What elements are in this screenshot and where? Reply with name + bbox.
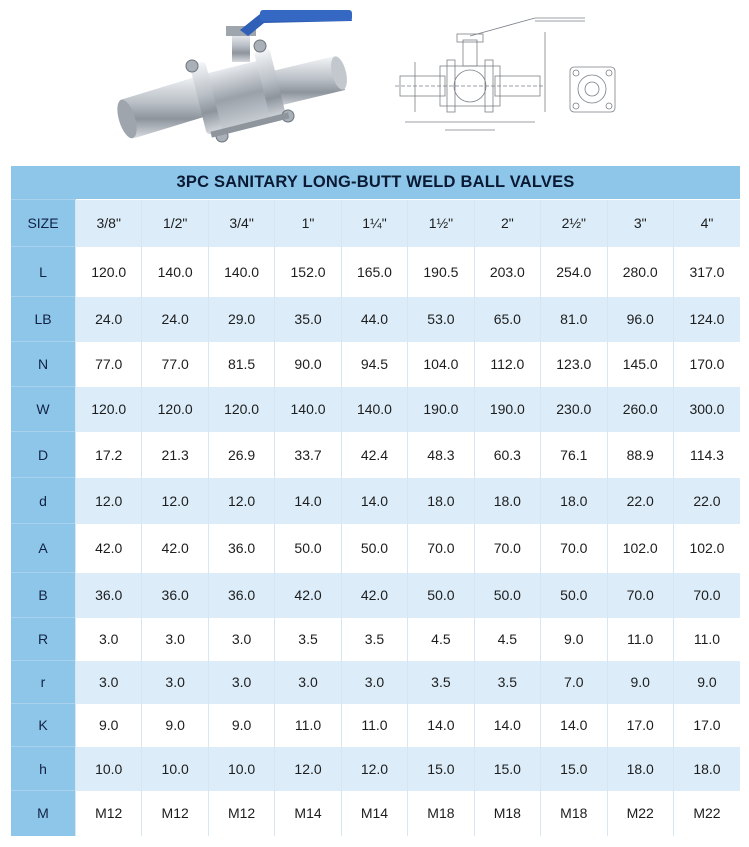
- value-cell: M12: [76, 791, 142, 836]
- value-cell: 11.0: [607, 618, 673, 661]
- value-cell: 42.0: [142, 524, 208, 573]
- value-cell: 60.3: [474, 432, 540, 478]
- value-cell: 35.0: [275, 297, 341, 342]
- value-cell: 48.3: [408, 432, 474, 478]
- value-cell: 3.5: [474, 661, 540, 704]
- size-cell: 3/4": [208, 200, 274, 247]
- value-cell: 65.0: [474, 297, 540, 342]
- value-cell: 36.0: [76, 573, 142, 618]
- value-cell: 140.0: [341, 387, 407, 432]
- value-cell: 9.0: [541, 618, 607, 661]
- table-row: [11, 791, 740, 836]
- value-cell: 114.3: [673, 432, 740, 478]
- value-cell: 42.0: [275, 573, 341, 618]
- value-cell: 70.0: [607, 573, 673, 618]
- value-cell: 3.0: [275, 661, 341, 704]
- value-cell: 70.0: [673, 573, 740, 618]
- value-cell: 22.0: [607, 478, 673, 524]
- value-cell: 10.0: [76, 747, 142, 791]
- value-cell: 42.4: [341, 432, 407, 478]
- table-row: [11, 661, 740, 704]
- row-label: r: [11, 661, 76, 704]
- value-cell: 317.0: [673, 247, 740, 297]
- row-label: N: [11, 342, 76, 387]
- table-row: [11, 478, 740, 524]
- value-cell: 14.0: [341, 478, 407, 524]
- value-cell: 9.0: [607, 661, 673, 704]
- value-cell: 12.0: [76, 478, 142, 524]
- table-row: [11, 247, 740, 297]
- value-cell: 152.0: [275, 247, 341, 297]
- value-cell: 12.0: [142, 478, 208, 524]
- row-label: W: [11, 387, 76, 432]
- value-cell: 50.0: [474, 573, 540, 618]
- value-cell: 140.0: [275, 387, 341, 432]
- value-cell: 3.0: [142, 661, 208, 704]
- value-cell: 21.3: [142, 432, 208, 478]
- value-cell: 3.0: [76, 661, 142, 704]
- table-row: [11, 432, 740, 478]
- technical-drawing: [385, 2, 630, 152]
- value-cell: 120.0: [142, 387, 208, 432]
- value-cell: 15.0: [474, 747, 540, 791]
- table-title: 3PC SANITARY LONG-BUTT WELD BALL VALVES: [11, 166, 740, 199]
- value-cell: M22: [607, 791, 673, 836]
- value-cell: M12: [142, 791, 208, 836]
- value-cell: 123.0: [541, 342, 607, 387]
- row-label: d: [11, 478, 76, 524]
- size-cell: 2": [474, 200, 540, 247]
- value-cell: 24.0: [76, 297, 142, 342]
- value-cell: 300.0: [673, 387, 740, 432]
- size-cell: 4": [673, 200, 740, 247]
- value-cell: 26.9: [208, 432, 274, 478]
- size-cell: 1½": [408, 200, 474, 247]
- value-cell: 112.0: [474, 342, 540, 387]
- value-cell: 17.2: [76, 432, 142, 478]
- table-row: [11, 342, 740, 387]
- value-cell: 70.0: [408, 524, 474, 573]
- value-cell: 12.0: [275, 747, 341, 791]
- value-cell: 50.0: [541, 573, 607, 618]
- value-cell: 203.0: [474, 247, 540, 297]
- table-row: [11, 618, 740, 661]
- value-cell: 3.5: [408, 661, 474, 704]
- value-cell: 14.0: [408, 704, 474, 747]
- row-label: R: [11, 618, 76, 661]
- value-cell: 190.0: [474, 387, 540, 432]
- value-cell: 140.0: [208, 247, 274, 297]
- value-cell: 102.0: [673, 524, 740, 573]
- value-cell: 44.0: [341, 297, 407, 342]
- value-cell: 190.0: [408, 387, 474, 432]
- value-cell: 11.0: [341, 704, 407, 747]
- value-cell: 3.5: [275, 618, 341, 661]
- value-cell: 10.0: [208, 747, 274, 791]
- value-cell: 120.0: [76, 387, 142, 432]
- row-label: LB: [11, 297, 76, 342]
- size-cell: 3/8": [76, 200, 142, 247]
- table-row: [11, 387, 740, 432]
- value-cell: 102.0: [607, 524, 673, 573]
- value-cell: M14: [275, 791, 341, 836]
- table-row: [11, 524, 740, 573]
- value-cell: 18.0: [607, 747, 673, 791]
- value-cell: 14.0: [474, 704, 540, 747]
- value-cell: M18: [408, 791, 474, 836]
- table-row: [11, 747, 740, 791]
- value-cell: 36.0: [208, 524, 274, 573]
- value-cell: 17.0: [673, 704, 740, 747]
- value-cell: 81.5: [208, 342, 274, 387]
- value-cell: 15.0: [408, 747, 474, 791]
- row-label: D: [11, 432, 76, 478]
- row-label: L: [11, 247, 76, 297]
- value-cell: 4.5: [408, 618, 474, 661]
- size-cell: 2½": [541, 200, 607, 247]
- value-cell: 50.0: [341, 524, 407, 573]
- value-cell: 12.0: [341, 747, 407, 791]
- value-cell: 104.0: [408, 342, 474, 387]
- value-cell: 18.0: [408, 478, 474, 524]
- value-cell: 90.0: [275, 342, 341, 387]
- value-cell: 3.0: [208, 661, 274, 704]
- value-cell: M18: [541, 791, 607, 836]
- value-cell: 11.0: [673, 618, 740, 661]
- value-cell: 9.0: [142, 704, 208, 747]
- value-cell: 170.0: [673, 342, 740, 387]
- value-cell: 3.0: [341, 661, 407, 704]
- value-cell: 124.0: [673, 297, 740, 342]
- value-cell: 81.0: [541, 297, 607, 342]
- value-cell: M22: [673, 791, 740, 836]
- row-label: K: [11, 704, 76, 747]
- value-cell: 165.0: [341, 247, 407, 297]
- value-cell: 88.9: [607, 432, 673, 478]
- value-cell: 9.0: [208, 704, 274, 747]
- size-cell: 1": [275, 200, 341, 247]
- value-cell: 76.1: [541, 432, 607, 478]
- row-label: h: [11, 747, 76, 791]
- table-row: [11, 573, 740, 618]
- value-cell: 3.0: [208, 618, 274, 661]
- size-header-row: [11, 200, 740, 247]
- spec-table: [11, 199, 740, 836]
- value-cell: 145.0: [607, 342, 673, 387]
- value-cell: 12.0: [208, 478, 274, 524]
- value-cell: 22.0: [673, 478, 740, 524]
- table-row: [11, 704, 740, 747]
- value-cell: 120.0: [208, 387, 274, 432]
- value-cell: 50.0: [408, 573, 474, 618]
- row-label: A: [11, 524, 76, 573]
- value-cell: 120.0: [76, 247, 142, 297]
- row-label: SIZE: [11, 200, 76, 247]
- value-cell: 50.0: [275, 524, 341, 573]
- value-cell: 33.7: [275, 432, 341, 478]
- value-cell: 42.0: [341, 573, 407, 618]
- value-cell: 17.0: [607, 704, 673, 747]
- value-cell: 96.0: [607, 297, 673, 342]
- value-cell: M12: [208, 791, 274, 836]
- row-label: M: [11, 791, 76, 836]
- value-cell: M18: [474, 791, 540, 836]
- size-cell: 3": [607, 200, 673, 247]
- value-cell: 77.0: [142, 342, 208, 387]
- value-cell: 42.0: [76, 524, 142, 573]
- value-cell: 4.5: [474, 618, 540, 661]
- value-cell: 36.0: [208, 573, 274, 618]
- value-cell: 24.0: [142, 297, 208, 342]
- valve-photo: [110, 4, 355, 156]
- value-cell: 260.0: [607, 387, 673, 432]
- value-cell: 18.0: [541, 478, 607, 524]
- value-cell: 14.0: [541, 704, 607, 747]
- value-cell: 15.0: [541, 747, 607, 791]
- table-row: [11, 297, 740, 342]
- value-cell: 29.0: [208, 297, 274, 342]
- value-cell: 77.0: [76, 342, 142, 387]
- value-cell: 70.0: [541, 524, 607, 573]
- value-cell: 94.5: [341, 342, 407, 387]
- value-cell: 230.0: [541, 387, 607, 432]
- value-cell: M14: [341, 791, 407, 836]
- value-cell: 140.0: [142, 247, 208, 297]
- value-cell: 3.0: [76, 618, 142, 661]
- value-cell: 14.0: [275, 478, 341, 524]
- value-cell: 280.0: [607, 247, 673, 297]
- value-cell: 18.0: [474, 478, 540, 524]
- size-cell: 1/2": [142, 200, 208, 247]
- value-cell: 7.0: [541, 661, 607, 704]
- spec-table-wrapper: [11, 166, 740, 836]
- size-cell: 1¼": [341, 200, 407, 247]
- value-cell: 9.0: [673, 661, 740, 704]
- value-cell: 9.0: [76, 704, 142, 747]
- value-cell: 53.0: [408, 297, 474, 342]
- value-cell: 11.0: [275, 704, 341, 747]
- value-cell: 36.0: [142, 573, 208, 618]
- value-cell: 70.0: [474, 524, 540, 573]
- value-cell: 190.5: [408, 247, 474, 297]
- value-cell: 10.0: [142, 747, 208, 791]
- value-cell: 3.5: [341, 618, 407, 661]
- value-cell: 3.0: [142, 618, 208, 661]
- value-cell: 254.0: [541, 247, 607, 297]
- value-cell: 18.0: [673, 747, 740, 791]
- row-label: B: [11, 573, 76, 618]
